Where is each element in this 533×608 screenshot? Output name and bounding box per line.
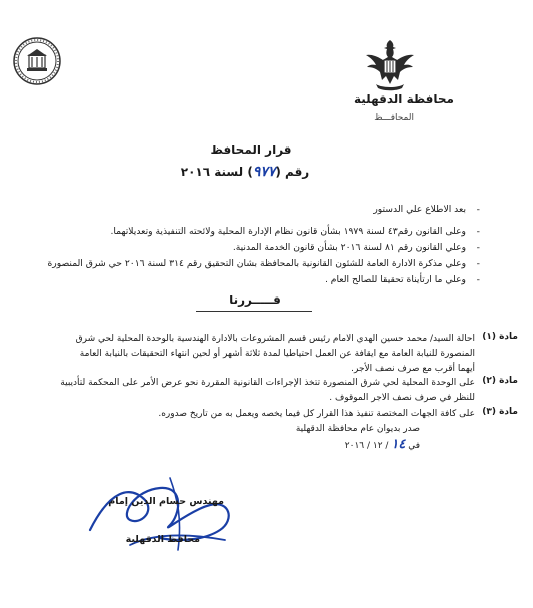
signatory-name: مهندس حسام الدين إمام [108,496,224,507]
article-line: المنصورة للنيابة العامة مع ايقافة عن العمل احتياطيا لمدة ثلاثة أشهر أو لحين انتهاء التحقيقات بالنيابة العامة [79,349,475,359]
clause-text: وعلى القانون رقم٤٣ لسنة ١٩٧٩ بشأن قانون نظام الإدارة المحلية ولائحته التنفيذية وتعديلاتهما. [110,226,466,237]
issued-block [150,422,420,454]
article-1-text [20,332,475,377]
bullet-dash: - [476,258,480,269]
clause-item [20,272,480,288]
decided-underline [196,311,312,312]
bullet-dash: - [476,226,480,237]
bullet-dash: - [476,204,480,215]
decree-number-suffix: ) لسنة ٢٠١٦ [180,165,253,179]
eagle-emblem-icon [362,36,418,92]
article-line: أيهما أقرب مع صرف نصف الأجر. [351,364,475,374]
decree-number-prefix: رقم ( [275,165,310,179]
clause-item [20,240,480,256]
article-3-text [20,407,475,422]
article-1-label: مادة (١) [482,332,518,342]
article-2-text [20,376,475,406]
issued-day-handwritten: ١٤ [391,437,406,452]
decree-title: قرار المحافظ [210,143,292,157]
article-line: على الوحدة المحلية لحي شرق المنصورة تتخذ الإجراءات القانونية المقررة نحو عرض الأمر على المحكمة لتأديبية [60,378,475,388]
decree-number-handwritten: ٩٧٧ [252,164,276,180]
article-line: للنظر في صرف نصف الاجر الموقوف . [329,393,475,403]
article-line: احالة السيد/ محمد حسين الهدي الامام رئيس قسم المشروعات بالادارة الهندسية بالوحدة المحلية لحي شرق [75,334,475,344]
governorate-name: محافظة الدقهلية [354,92,454,106]
clause-text: بعد الاطلاع علي الدستور [373,204,466,215]
clause-text: وعلي القانون رقم ٨١ لسنة ٢٠١٦ بشأن قانون الخدمة المدنية. [232,242,466,253]
clause-text: وعلي مذكرة الادارة العامة للشئون القانونية بالمحافظة بشان التحقيق رقم ٣١٤ لسنة ٢٠١٦ حي شرق المنصورة [47,258,466,269]
issued-date-prefix: في [408,441,420,451]
handwritten-signature [60,470,260,570]
clause-item [20,256,480,272]
article-line: على كافة الجهات المختصة تنفيذ هذا القرار كل فيما يخصه ويعمل به من تاريخ صدوره. [158,409,475,419]
bullet-dash: - [476,274,480,285]
bullet-dash: - [476,242,480,253]
clause-item [20,202,480,218]
preamble-clauses [20,202,480,288]
clause-text: وعلي ما ارتأيناة تحقيقا للصالح العام . [324,274,466,285]
issued-date [150,437,420,454]
issued-date-rest: / ١٢ / ٢٠١٦ [344,441,389,451]
decided-heading: قـــــررنا [229,293,281,307]
clause-item [20,224,480,240]
issued-place: صدر بديوان عام محافظة الدقهلية [295,424,420,434]
decree-number [160,164,330,180]
signatory-title: محافظ الدقهلية [125,534,200,545]
article-2-label: مادة (٢) [482,376,518,386]
article-3-label: مادة (٣) [482,407,518,417]
university-seal-icon [12,36,62,86]
governor-title: المحافـــظ [374,113,414,123]
